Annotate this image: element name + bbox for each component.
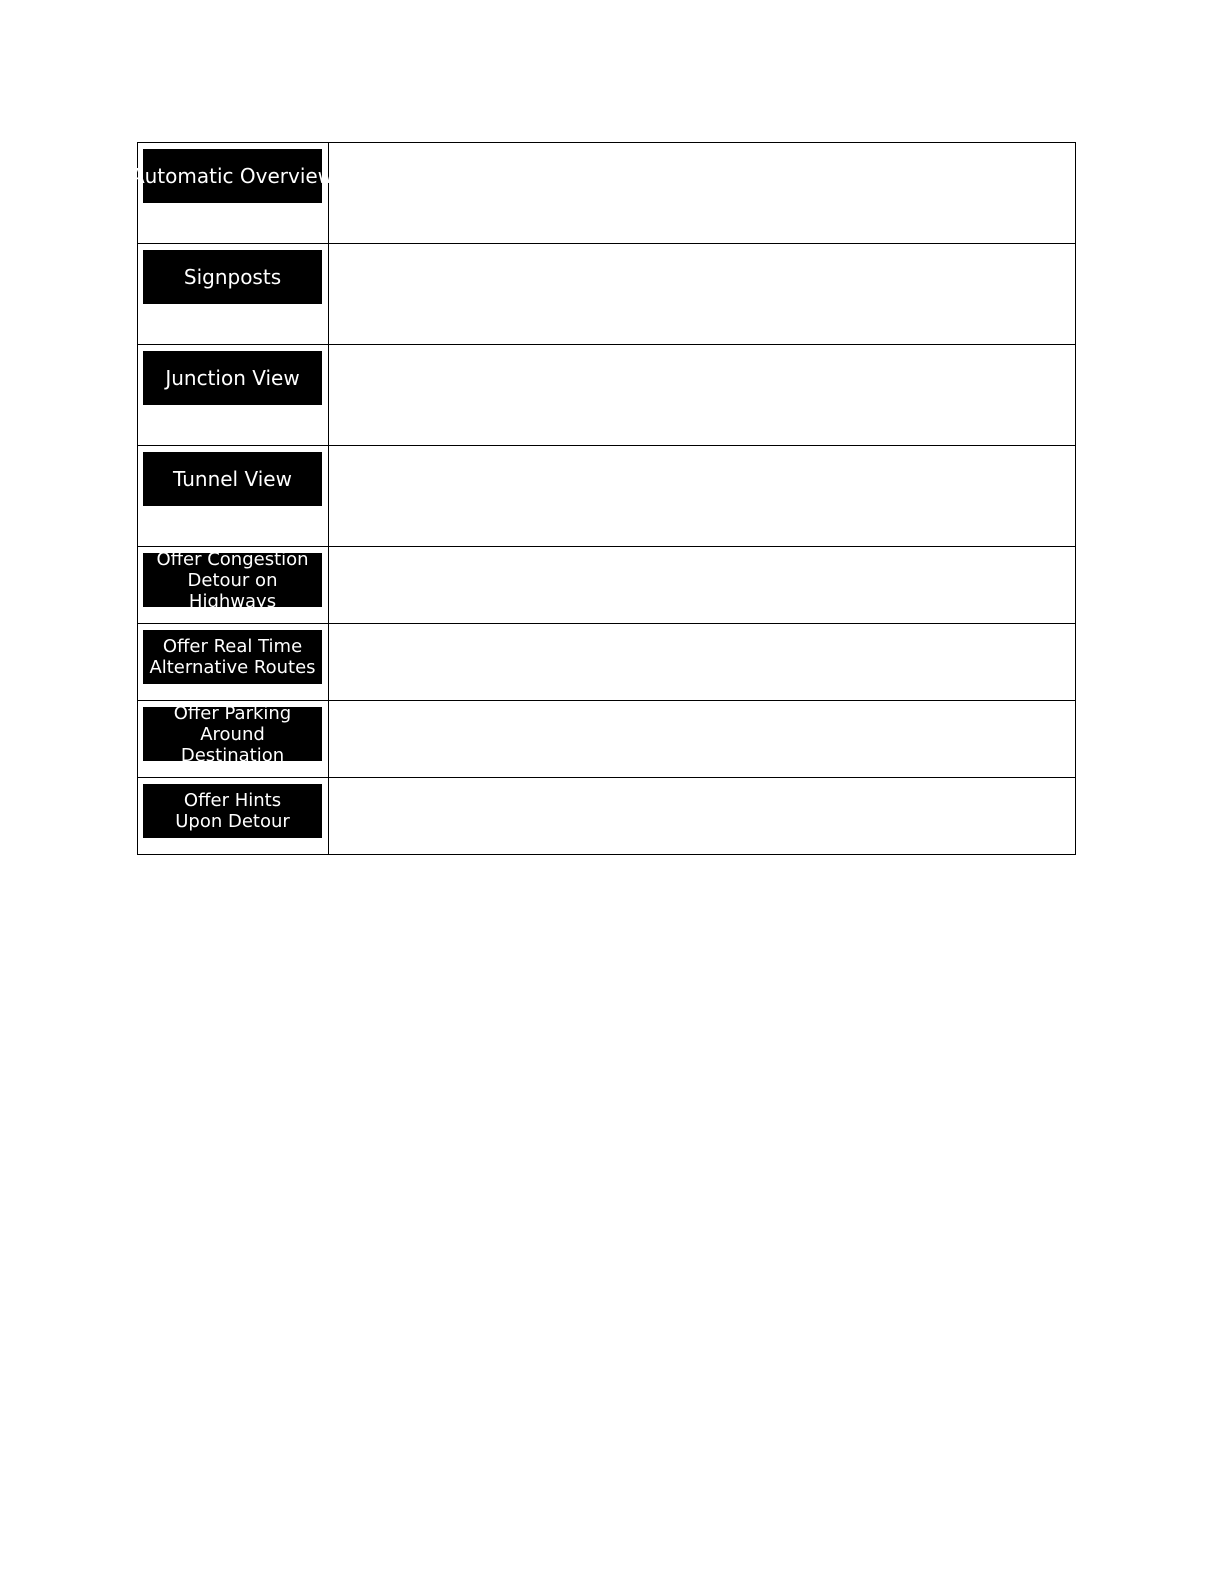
settings-table — [130, 142, 1076, 855]
junction-view-button[interactable]: Junction View — [143, 351, 322, 405]
setting-description — [329, 446, 1076, 547]
setting-button-cell — [138, 345, 329, 446]
table-row — [138, 345, 1076, 446]
setting-description — [329, 624, 1076, 701]
setting-description — [329, 701, 1076, 778]
setting-button-cell — [138, 244, 329, 345]
offer-parking-around-destination-button[interactable]: Offer Parking Around Destination — [143, 707, 322, 761]
setting-button-cell — [138, 547, 329, 624]
tunnel-view-button[interactable]: Tunnel View — [143, 452, 322, 506]
setting-button-cell — [138, 446, 329, 547]
table-row — [138, 701, 1076, 778]
offer-congestion-detour-button[interactable]: Offer Congestion Detour on Highways — [143, 553, 322, 607]
setting-button-cell — [138, 778, 329, 855]
setting-button-cell — [130, 143, 335, 244]
table-row — [138, 143, 1076, 244]
setting-description — [329, 345, 1076, 446]
automatic-overview-button[interactable]: Automatic Overview — [143, 149, 322, 203]
table-row — [138, 624, 1076, 701]
setting-description — [329, 778, 1076, 855]
setting-description — [329, 143, 1076, 244]
table-row — [138, 778, 1076, 855]
table-row — [138, 547, 1076, 624]
setting-description — [329, 547, 1076, 624]
signposts-button[interactable]: Signposts — [143, 250, 322, 304]
setting-button-cell — [138, 701, 329, 778]
table-row — [138, 446, 1076, 547]
table-row — [138, 244, 1076, 345]
offer-hints-upon-detour-button[interactable]: Offer Hints Upon Detour — [143, 784, 322, 838]
setting-description — [329, 244, 1076, 345]
setting-button-cell — [138, 624, 329, 701]
offer-real-time-alternative-routes-button[interactable]: Offer Real Time Alternative Routes — [143, 630, 322, 684]
